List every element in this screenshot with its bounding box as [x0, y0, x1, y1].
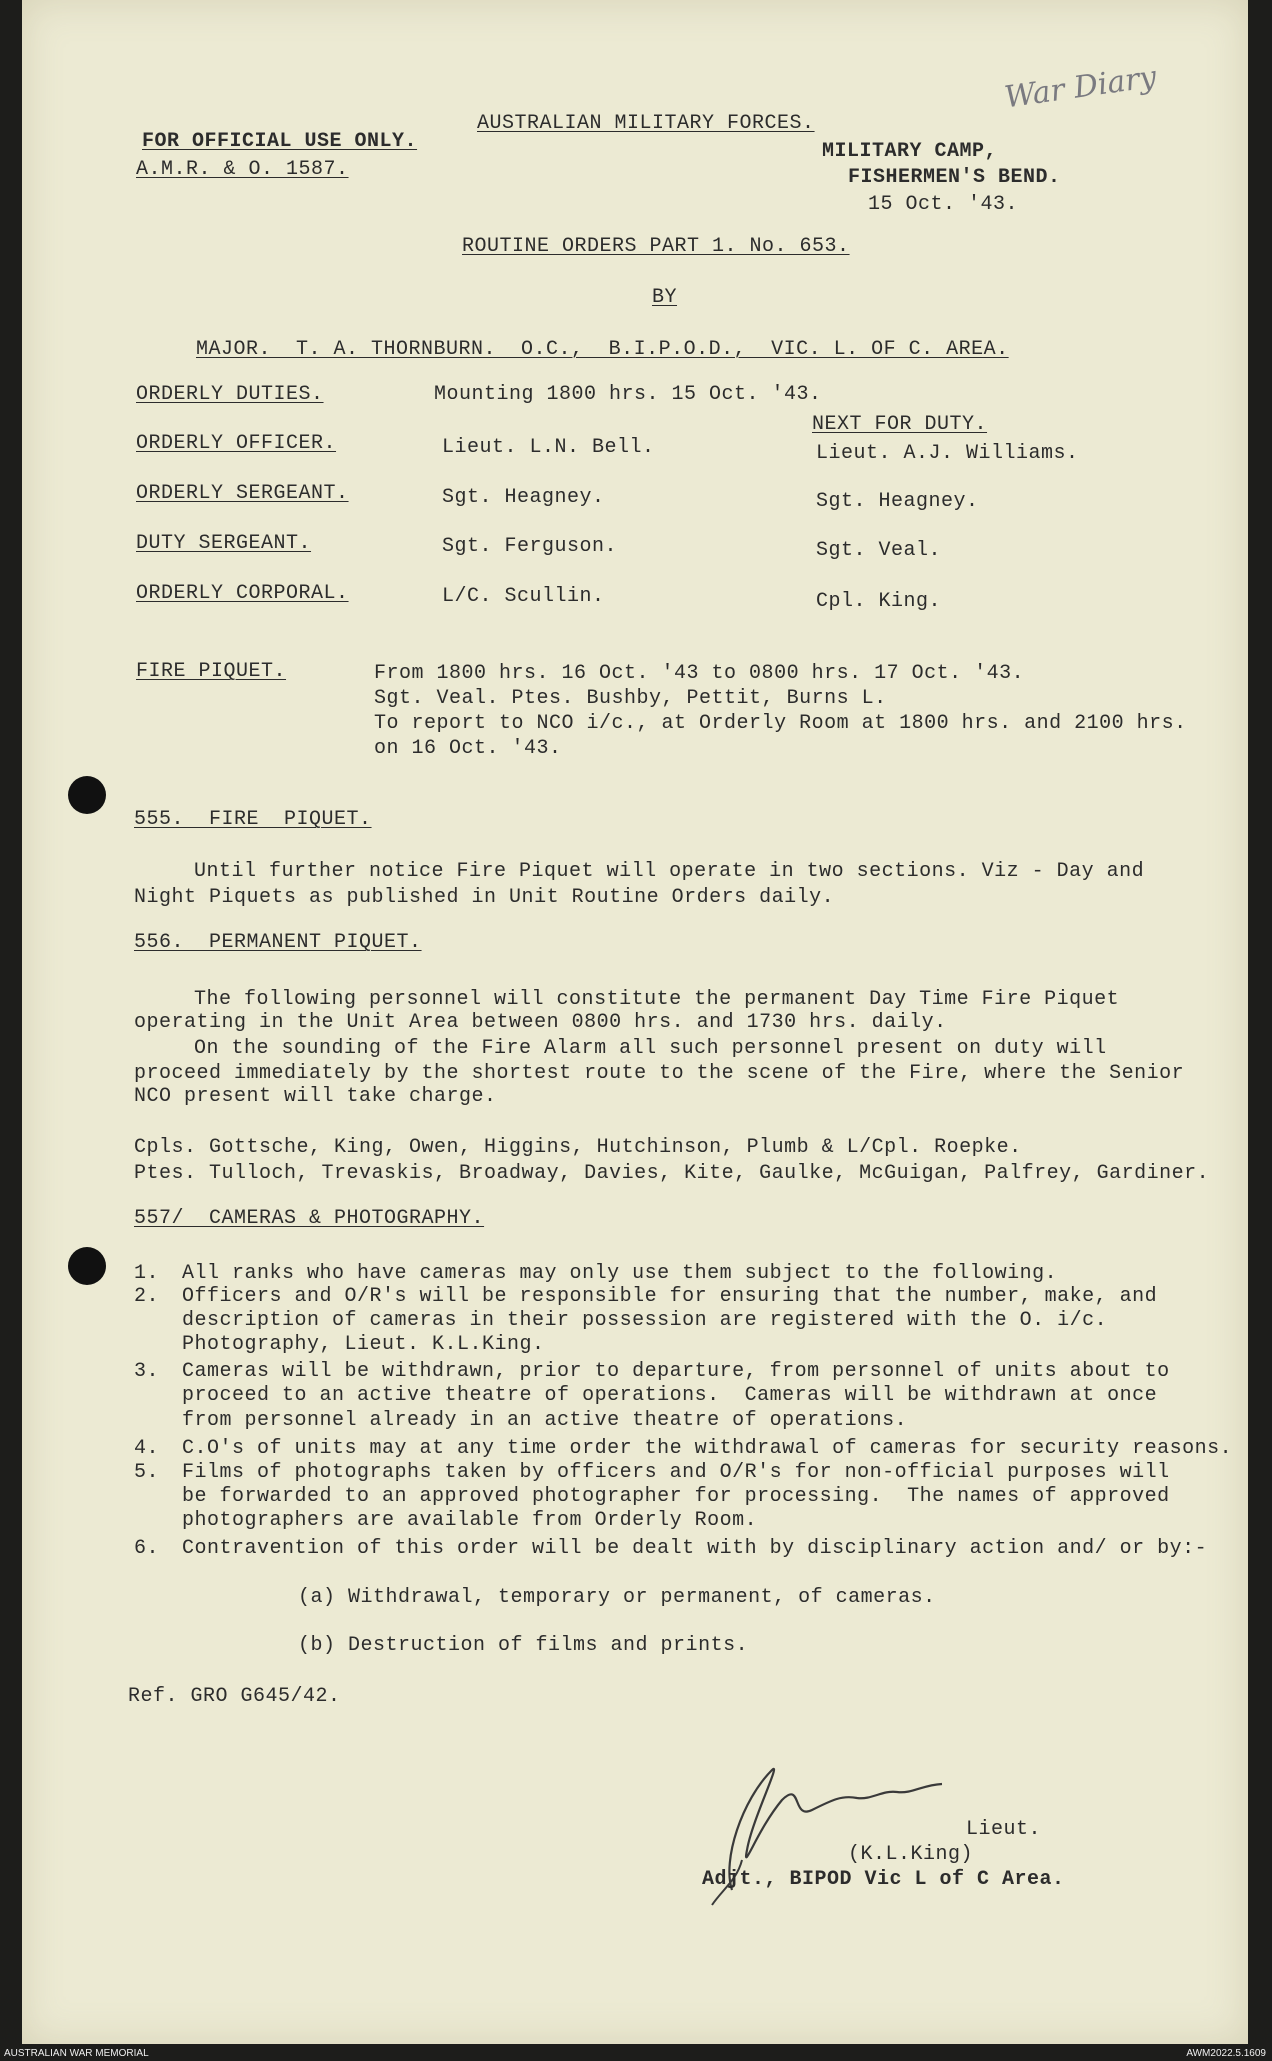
duty-next: Sgt. Veal. [816, 539, 942, 562]
forces-heading: AUSTRALIAN MILITARY FORCES. [477, 112, 815, 135]
section-556-heading: 556. PERMANENT PIQUET. [134, 931, 422, 954]
orders-title: ROUTINE ORDERS PART 1. No. 653. [462, 235, 850, 258]
footer-accession: AWM2022.5.1609 [1186, 2048, 1266, 2059]
item-text: photographers are available from Orderly Room. [182, 1509, 758, 1532]
item-text: Photography, Lieut. K.L.King. [182, 1333, 545, 1356]
order-date: 15 Oct. '43. [868, 193, 1019, 216]
fire-piquet-label: FIRE PIQUET. [136, 660, 287, 683]
fire-piquet-line: Sgt. Veal. Ptes. Bushby, Pettit, Burns L. [374, 687, 887, 710]
item-number: 6. [134, 1537, 160, 1560]
item-text: Cameras will be withdrawn, prior to departure, from personnel of units about to [182, 1360, 1170, 1383]
duty-current: Sgt. Heagney. [442, 486, 605, 509]
section-556-text: On the sounding of the Fire Alarm all such personnel present on duty will [194, 1037, 1107, 1060]
signatory-rank: Lieut. [966, 1818, 1042, 1841]
sub-item-a: (a) Withdrawal, temporary or permanent, of cameras. [298, 1586, 936, 1609]
item-text: proceed to an active theatre of operations. Cameras will be withdrawn at once [182, 1384, 1158, 1407]
duty-next: Lieut. A.J. Williams. [816, 442, 1079, 465]
item-text: description of cameras in their possession are registered with the O. i/c. [182, 1309, 1108, 1332]
reference: Ref. GRO G645/42. [128, 1685, 341, 1708]
item-text: from personnel already in an active theatre of operations. [182, 1409, 908, 1432]
mounting-time: Mounting 1800 hrs. 15 Oct. '43. [434, 383, 822, 406]
camp-name: MILITARY CAMP, [822, 140, 998, 163]
section-557-heading: 557/ CAMERAS & PHOTOGRAPHY. [134, 1207, 485, 1230]
item-number: 3. [134, 1360, 160, 1383]
duty-current: Sgt. Ferguson. [442, 535, 618, 558]
section-555-text: Until further notice Fire Piquet will operate in two sections. Viz - Day and [194, 860, 1145, 883]
official-use-label: FOR OFFICIAL USE ONLY. [142, 130, 418, 153]
duty-next: Sgt. Heagney. [816, 490, 979, 513]
corporals-list: Cpls. Gottsche, King, Owen, Higgins, Hutchinson, Plumb & L/Cpl. Roepke. [134, 1136, 1022, 1159]
section-556-text: proceed immediately by the shortest route to the scene of the Fire, where the Senior [134, 1062, 1185, 1085]
item-text: be forwarded to an approved photographer for processing. The names of approved [182, 1485, 1170, 1508]
next-for-duty-heading: NEXT FOR DUTY. [812, 413, 988, 436]
camp-location: FISHERMEN'S BEND. [848, 166, 1061, 189]
item-number: 1. [134, 1262, 160, 1285]
signatory-name: (K.L.King) [848, 1843, 974, 1866]
orderly-duties-heading: ORDERLY DUTIES. [136, 383, 324, 406]
punch-hole [68, 1247, 106, 1285]
item-text: Films of photographs taken by officers and O/R's for non-official purposes will [182, 1461, 1170, 1484]
duty-role: ORDERLY OFFICER. [136, 432, 337, 455]
item-text: Officers and O/R's will be responsible for ensuring that the number, make, and [182, 1285, 1158, 1308]
duty-role: ORDERLY SERGEANT. [136, 482, 349, 505]
war-diary-annotation: War Diary [1002, 59, 1159, 116]
fire-piquet-line: From 1800 hrs. 16 Oct. '43 to 0800 hrs. 17 Oct. '43. [374, 662, 1025, 685]
item-text: All ranks who have cameras may only use them subject to the following. [182, 1262, 1058, 1285]
punch-hole [68, 776, 106, 814]
duty-role: ORDERLY CORPORAL. [136, 582, 349, 605]
item-number: 5. [134, 1461, 160, 1484]
duty-role: DUTY SERGEANT. [136, 532, 312, 555]
footer-institution: AUSTRALIAN WAR MEMORIAL [4, 2048, 149, 2059]
by-label: BY [652, 286, 678, 309]
duty-current: L/C. Scullin. [442, 585, 605, 608]
item-text: C.O's of units may at any time order the withdrawal of cameras for security reasons. [182, 1437, 1233, 1460]
section-555-text: Night Piquets as published in Unit Routine Orders daily. [134, 886, 835, 909]
duty-next: Cpl. King. [816, 590, 942, 613]
sub-item-b: (b) Destruction of films and prints. [298, 1634, 749, 1657]
fire-piquet-line: on 16 Oct. '43. [374, 737, 562, 760]
signatory-title: Adjt., BIPOD Vic L of C Area. [702, 1868, 1065, 1891]
item-text: Contravention of this order will be dealt with by disciplinary action and/ or by:- [182, 1537, 1208, 1560]
section-556-text: The following personnel will constitute the permanent Day Time Fire Piquet [194, 988, 1120, 1011]
issuing-officer: MAJOR. T. A. THORNBURN. O.C., B.I.P.O.D., VIC. L. OF C. AREA. [196, 338, 1009, 361]
duty-current: Lieut. L.N. Bell. [442, 436, 655, 459]
document-page [22, 0, 1248, 2044]
fire-piquet-line: To report to NCO i/c., at Orderly Room at 1800 hrs. and 2100 hrs. [374, 712, 1187, 735]
item-number: 2. [134, 1285, 160, 1308]
section-556-text: operating in the Unit Area between 0800 hrs. and 1730 hrs. daily. [134, 1011, 947, 1034]
amr-reference: A.M.R. & O. 1587. [136, 158, 349, 181]
item-number: 4. [134, 1437, 160, 1460]
section-555-heading: 555. FIRE PIQUET. [134, 808, 372, 831]
privates-list: Ptes. Tulloch, Trevaskis, Broadway, Davies, Kite, Gaulke, McGuigan, Palfrey, Gardiner. [134, 1162, 1210, 1185]
section-556-text: NCO present will take charge. [134, 1085, 497, 1108]
